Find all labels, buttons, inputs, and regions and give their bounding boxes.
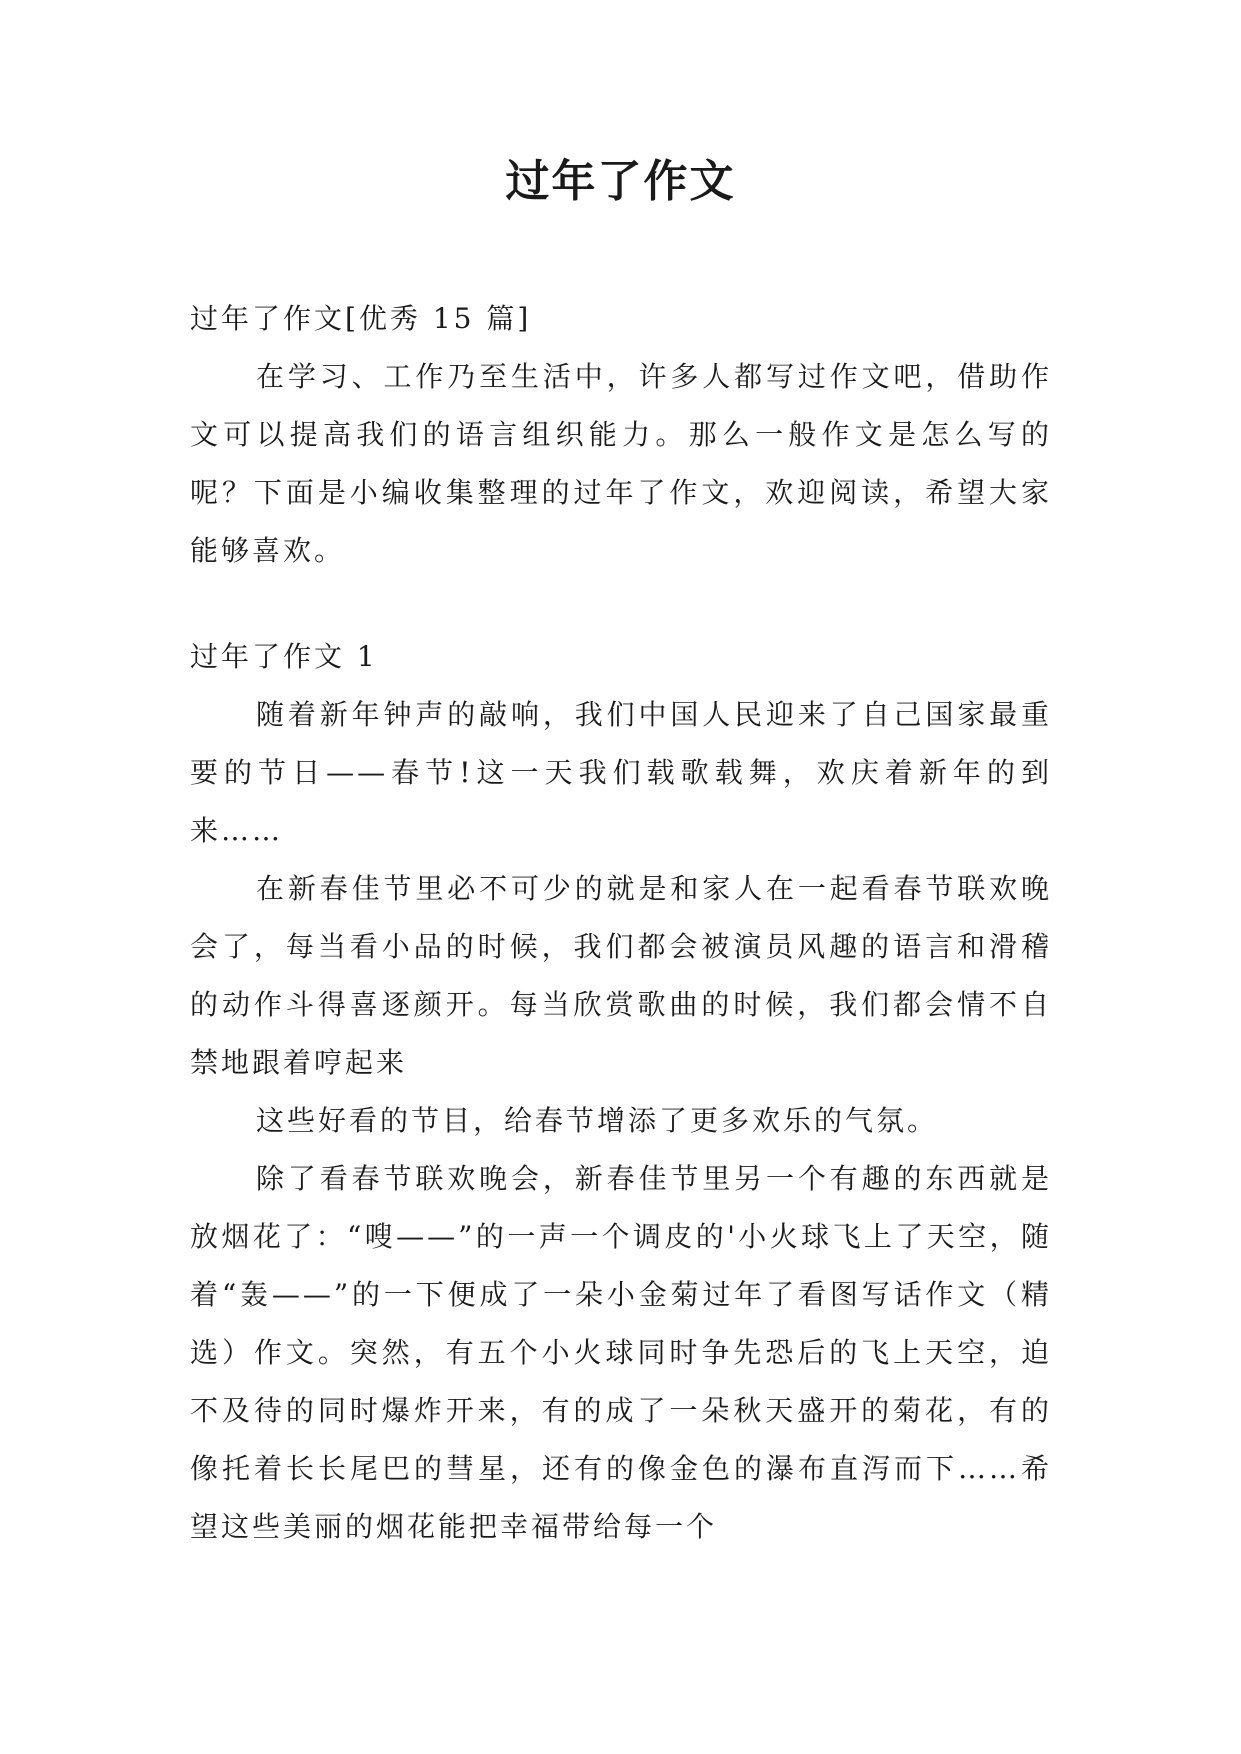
section-paragraph: 这些好看的节目，给春节增添了更多欢乐的气氛。 [256,1104,939,1137]
intro-paragraph: 在学习、工作乃至生活中，许多人都写过作文吧，借助作文可以提高我们的语言组织能力。那么一般作文是怎么写的呢？下面是小编收集整理的过年了作文，欢迎阅读，希望大家能够喜欢。 [190,360,1052,567]
document-body [190,290,1052,1556]
section-paragraph: 在新春佳节里必不可少的就是和家人在一起看春节联欢晚会了，每当看小品的时候，我们都会被演员风趣的语言和滑稽的动作斗得喜逐颜开。每当欣赏歌曲的时候，我们都会情不自禁地跟着哼起来 [190,872,1052,1079]
document-subtitle: 过年了作文[优秀 15 篇] [190,302,532,335]
section-heading: 过年了作文 1 [190,640,378,673]
section-paragraph: 除了看春节联欢晚会，新春佳节里另一个有趣的东西就是放烟花了：“嗖——”的一声一个调皮的'小火球飞上了天空，随着“轰——”的一下便成了一朵小金菊过年了看图写话作文（精选）作文。突然，有五个小火球同时争先恐后的飞上天空，迫不及待的同时爆炸开来，有的成了一朵秋天盛开的菊花，有的像托着长长尾巴的彗星，还有的像金色的瀑布直泻而下……希望这些美丽的烟花能把幸福带给每一个 [190,1162,1052,1543]
document-title: 过年了作文 [505,156,736,207]
section-paragraph: 随着新年钟声的敲响，我们中国人民迎来了自己国家最重要的节日——春节!这一天我们载歌载舞，欢庆着新年的到来…… [190,698,1052,847]
